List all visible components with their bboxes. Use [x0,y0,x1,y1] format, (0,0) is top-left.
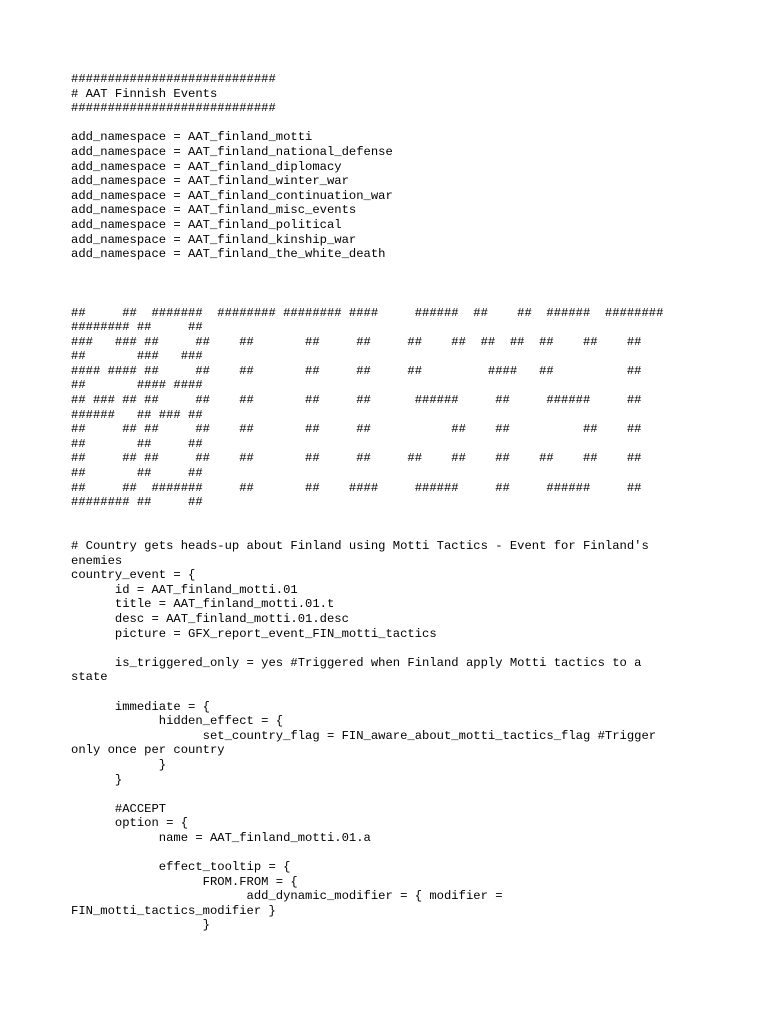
code-line [71,276,761,291]
code-line [71,787,761,802]
code-line: # Country gets heads-up about Finland using Motti Tactics - Event for Finland's [71,539,649,553]
code-line: #ACCEPT [71,801,167,816]
code-line: hidden_effect = { [71,714,284,729]
code-line: desc = AAT_finland_motti.01.desc [71,611,349,626]
code-line: FIN_motti_tactics_modifier } [71,903,276,918]
code-line: country_event = { [71,568,196,583]
code-line: add_namespace = AAT_finland_winter_war [71,174,349,189]
code-line: ## ## ####### ## ## #### ###### ## ###### ## [71,480,642,495]
code-line: ###### ## ### ## [71,407,203,422]
code-line: add_dynamic_modifier = { modifier = [71,889,503,904]
code-line: ## ## ## [71,436,203,451]
code-line: ### ### ## ## ## ## ## ## ## ## ## ## ## ## [71,334,642,349]
code-line: add_namespace = AAT_finland_political [71,217,342,232]
code-line: effect_tooltip = { [71,860,291,875]
document-page [71,72,761,933]
code-line: add_namespace = AAT_finland_continuation_war [71,188,393,203]
code-line: add_namespace = AAT_finland_national_defense [71,144,393,159]
code-line [71,116,761,131]
code-line [71,262,761,277]
code-line [71,685,761,700]
code-line: option = { [71,816,189,831]
code-line: add_namespace = AAT_finland_diplomacy [71,159,342,174]
code-line: set_country_flag = FIN_aware_about_motti_tactics_flag #Trigger [71,728,657,743]
code-line: FROM.FROM = { [71,874,298,889]
code-line: # AAT Finnish Events [71,86,218,101]
code-line: ## ## ## [71,466,203,481]
code-line: only once per country [71,743,225,758]
code-line: } [71,772,123,787]
code-line: state [71,670,108,685]
code-line: title = AAT_finland_motti.01.t [71,597,335,612]
code-line: enemies [71,553,123,568]
code-line: ######## ## ## [71,320,203,335]
code-line: } [71,757,167,772]
code-line: add_namespace = AAT_finland_the_white_death [71,247,386,262]
code-line: } [71,918,210,933]
code-line: ######## ## ## [71,495,203,510]
code-line: picture = GFX_report_event_FIN_motti_tactics [71,626,437,641]
code-line: ############################ [71,72,276,86]
code-line: ############################ [71,101,276,116]
code-line: ## ## ####### ######## ######## #### ###### ## ## ###### ######## [71,305,664,320]
code-line: id = AAT_finland_motti.01 [71,582,298,597]
code-line: ## ## ## ## ## ## ## ## ## ## ## ## ## [71,451,642,466]
code-line [71,510,761,525]
code-line: ## ### ### [71,349,203,364]
code-line: add_namespace = AAT_finland_motti [71,130,313,145]
code-line: ## ### ## ## ## ## ## ## ###### ## ###### ## [71,393,642,408]
code-line [71,641,761,656]
code-line: is_triggered_only = yes #Triggered when Finland apply Motti tactics to a [71,655,642,670]
code-line [71,291,761,306]
code-line [71,845,761,860]
code-line [71,524,761,539]
code-line: add_namespace = AAT_finland_misc_events [71,203,357,218]
code-line: add_namespace = AAT_finland_kinship_war [71,232,357,247]
code-line: ## #### #### [71,378,203,393]
code-line: immediate = { [71,699,210,714]
code-line: name = AAT_finland_motti.01.a [71,830,371,845]
code-line: ## ## ## ## ## ## ## ## ## ## ## [71,422,642,437]
code-line: #### #### ## ## ## ## ## ## #### ## ## [71,363,642,378]
